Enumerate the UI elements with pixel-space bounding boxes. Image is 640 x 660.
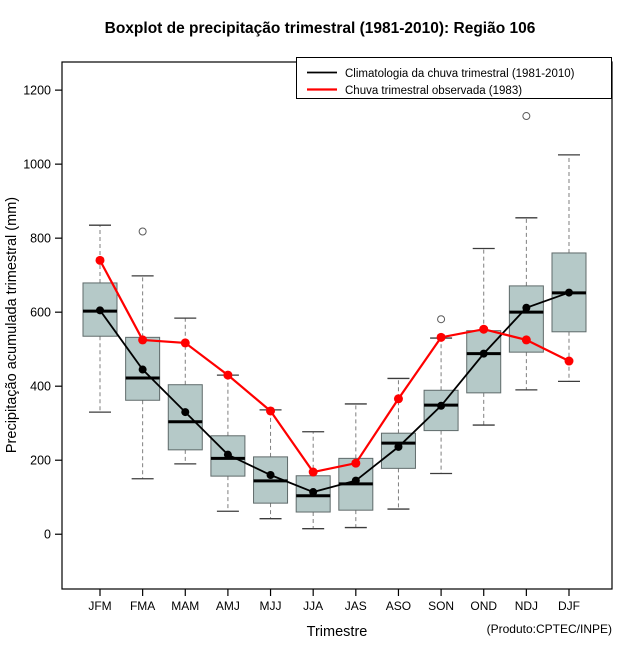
series-point [223, 371, 232, 380]
series-point [266, 406, 275, 415]
series-point [138, 335, 147, 344]
x-tick-label: NDJ [514, 599, 539, 613]
series-point [565, 289, 573, 297]
outlier-point [139, 228, 146, 235]
series-point [522, 304, 530, 312]
series-point [437, 333, 446, 342]
x-tick-label: OND [470, 599, 498, 613]
box-rect [424, 390, 458, 430]
series-point [309, 488, 317, 496]
series-point [309, 468, 318, 477]
x-axis-label: Trimestre [306, 624, 368, 640]
x-tick-label: AMJ [215, 599, 240, 613]
y-tick-label: 400 [30, 379, 51, 394]
series-point [351, 459, 360, 468]
boxplots [83, 113, 586, 529]
series-point [181, 338, 190, 347]
series-point [352, 477, 360, 485]
x-tick-label: JJA [303, 599, 324, 613]
box-NDJ [509, 113, 543, 390]
y-tick-label: 1200 [23, 83, 51, 98]
chart-title: Boxplot de precipitação trimestral (1981-2010): Região 106 [104, 20, 536, 37]
outlier-point [438, 316, 445, 323]
legend-label-climatology: Climatologia da chuva trimestral (1981-2010) [345, 68, 575, 80]
series-point [224, 451, 232, 459]
x-tick-label: JFM [88, 599, 112, 613]
series-point [394, 443, 402, 451]
legend [297, 58, 612, 99]
y-tick-label: 0 [44, 527, 51, 542]
series-point [267, 471, 275, 479]
x-tick-label: DJF [557, 599, 580, 613]
series-point [181, 408, 189, 416]
climatology-series [96, 289, 573, 496]
x-tick-label: FMA [129, 599, 156, 613]
y-tick-label: 1000 [23, 157, 51, 172]
series-point [394, 394, 403, 403]
y-tick-label: 800 [30, 231, 51, 246]
y-axis-label: Precipitação acumulada trimestral (mm) [4, 196, 20, 454]
box-JJA [296, 432, 330, 529]
series-lines [96, 256, 574, 496]
series-point [564, 357, 573, 366]
series-point [522, 335, 531, 344]
product-note: (Produto:CPTEC/INPE) [486, 622, 612, 636]
series-point [96, 306, 104, 314]
series-point [96, 256, 105, 265]
x-tick-label: JAS [344, 599, 367, 613]
box-DJF [552, 155, 586, 381]
x-tick-label: ASO [385, 599, 412, 613]
observed-series [96, 256, 574, 477]
outlier-point [523, 113, 530, 120]
x-tick-label: MAM [171, 599, 200, 613]
x-tick-label: SON [428, 599, 455, 613]
series-point [479, 325, 488, 334]
legend-label-observed: Chuva trimestral observada (1983) [345, 85, 523, 97]
series-point [437, 402, 445, 410]
y-tick-label: 200 [30, 453, 51, 468]
box-rect [168, 385, 202, 450]
x-tick-label: MJJ [259, 599, 282, 613]
series-point [139, 366, 147, 374]
box-OND [467, 249, 501, 426]
y-tick-label: 600 [30, 305, 51, 320]
box-JFM [83, 225, 117, 412]
series-point [480, 350, 488, 358]
